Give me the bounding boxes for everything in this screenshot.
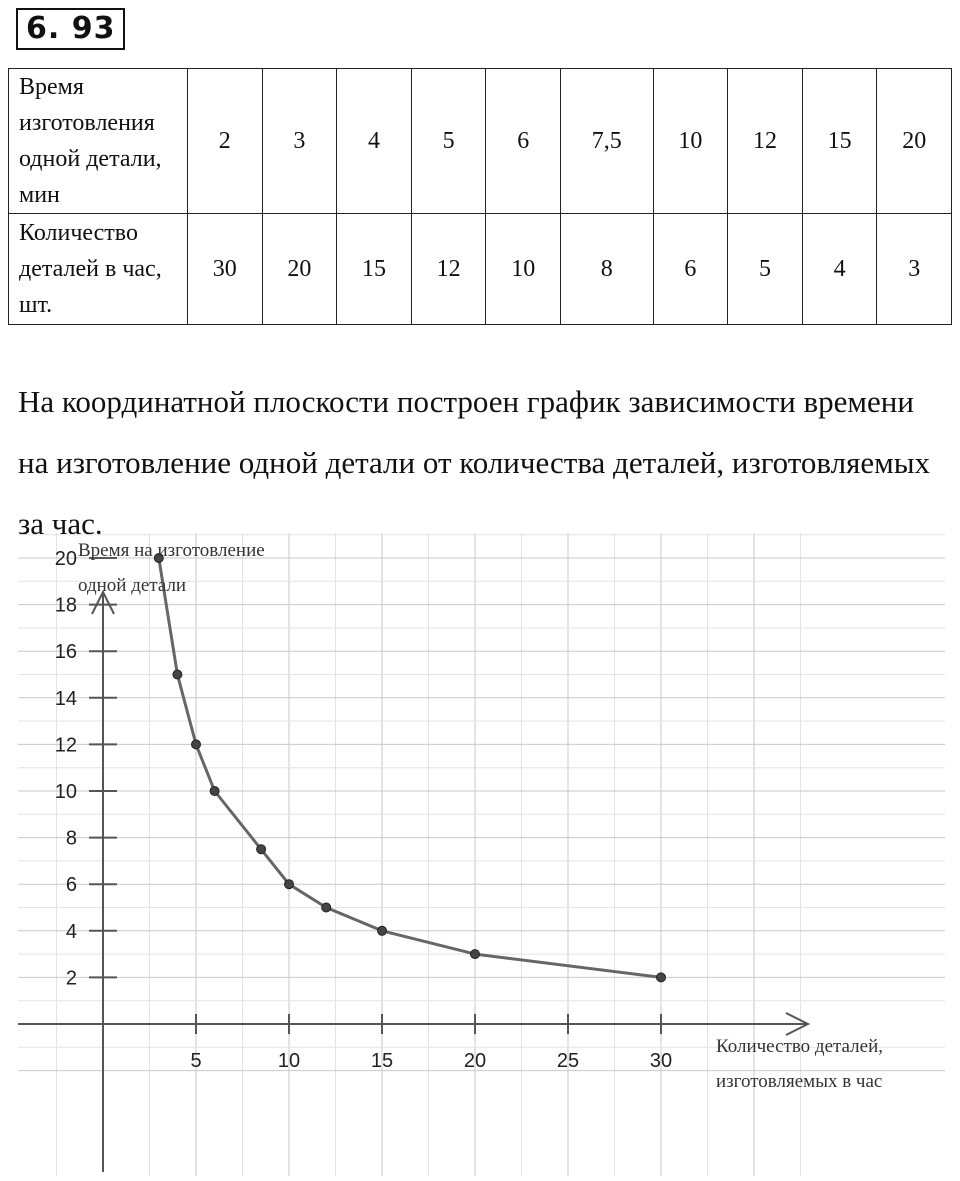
table-cell: 20 (262, 214, 337, 325)
table-cell: 6 (486, 69, 561, 214)
y-tick-label: 20 (54, 548, 77, 570)
data-point (285, 880, 294, 889)
y-tick-label: 6 (65, 874, 77, 897)
data-point (657, 973, 666, 982)
y-tick-label: 4 (65, 920, 77, 943)
data-point (210, 787, 219, 796)
y-tick-label: 8 (65, 827, 77, 850)
x-tick-label: 15 (370, 1050, 394, 1072)
table-cell: 15 (802, 69, 877, 214)
x-tick-label: 30 (649, 1050, 673, 1072)
y-axis-label-line-2: одной детали (78, 575, 187, 596)
table-cell: 3 (877, 214, 952, 325)
table-cell: 20 (877, 69, 952, 214)
chart-axes (18, 592, 808, 1172)
table-row-time (9, 69, 952, 214)
table-cell: 12 (411, 214, 486, 325)
table-cell: 2 (188, 69, 263, 214)
chart-ticks (55, 548, 672, 1072)
table-row-count (9, 214, 952, 325)
table-cell: 8 (561, 214, 654, 325)
problem-description: На координатной плоскости построен график зависимости времени на изготовление одной детали от количества деталей, изготовляемых за час. (18, 384, 931, 541)
data-point (378, 926, 387, 935)
y-tick-label: 14 (54, 687, 77, 710)
data-point (257, 845, 266, 854)
table-cell: 15 (337, 214, 412, 325)
y-axis-label-line-1: Время на изготовление (78, 540, 265, 561)
y-tick-label: 18 (54, 594, 77, 617)
x-tick-label: 25 (556, 1050, 580, 1072)
data-point (173, 670, 182, 679)
table-cell: 12 (728, 69, 803, 214)
data-point (322, 903, 331, 912)
table-cell: 10 (486, 214, 561, 325)
data-point (471, 950, 480, 959)
row-header-time: Время изготовления одной детали, мин (9, 69, 188, 214)
x-axis-label-line-2: изготовляемых в час (716, 1071, 883, 1092)
x-tick-label: 20 (463, 1050, 487, 1072)
x-axis-label-line-1: Количество деталей, (716, 1036, 883, 1057)
row-header-count: Количество деталей в час, шт. (9, 214, 188, 325)
table-cell: 10 (653, 69, 728, 214)
x-tick-label: 10 (277, 1050, 301, 1072)
data-point (192, 740, 201, 749)
table-cell: 4 (337, 69, 412, 214)
table-cell: 4 (802, 214, 877, 325)
chart (0, 528, 960, 1181)
y-tick-label: 16 (54, 641, 77, 664)
y-tick-label: 2 (65, 967, 77, 990)
y-tick-label: 12 (54, 734, 77, 757)
table-cell: 3 (262, 69, 337, 214)
x-tick-label: 5 (190, 1050, 202, 1072)
table-cell: 5 (728, 214, 803, 325)
table-cell: 7,5 (561, 69, 654, 214)
table-cell: 30 (188, 214, 263, 325)
data-table (8, 68, 952, 325)
table-cell: 6 (653, 214, 728, 325)
problem-number: 6. 93 (16, 8, 125, 50)
y-tick-label: 10 (54, 781, 77, 803)
table-cell: 5 (411, 69, 486, 214)
